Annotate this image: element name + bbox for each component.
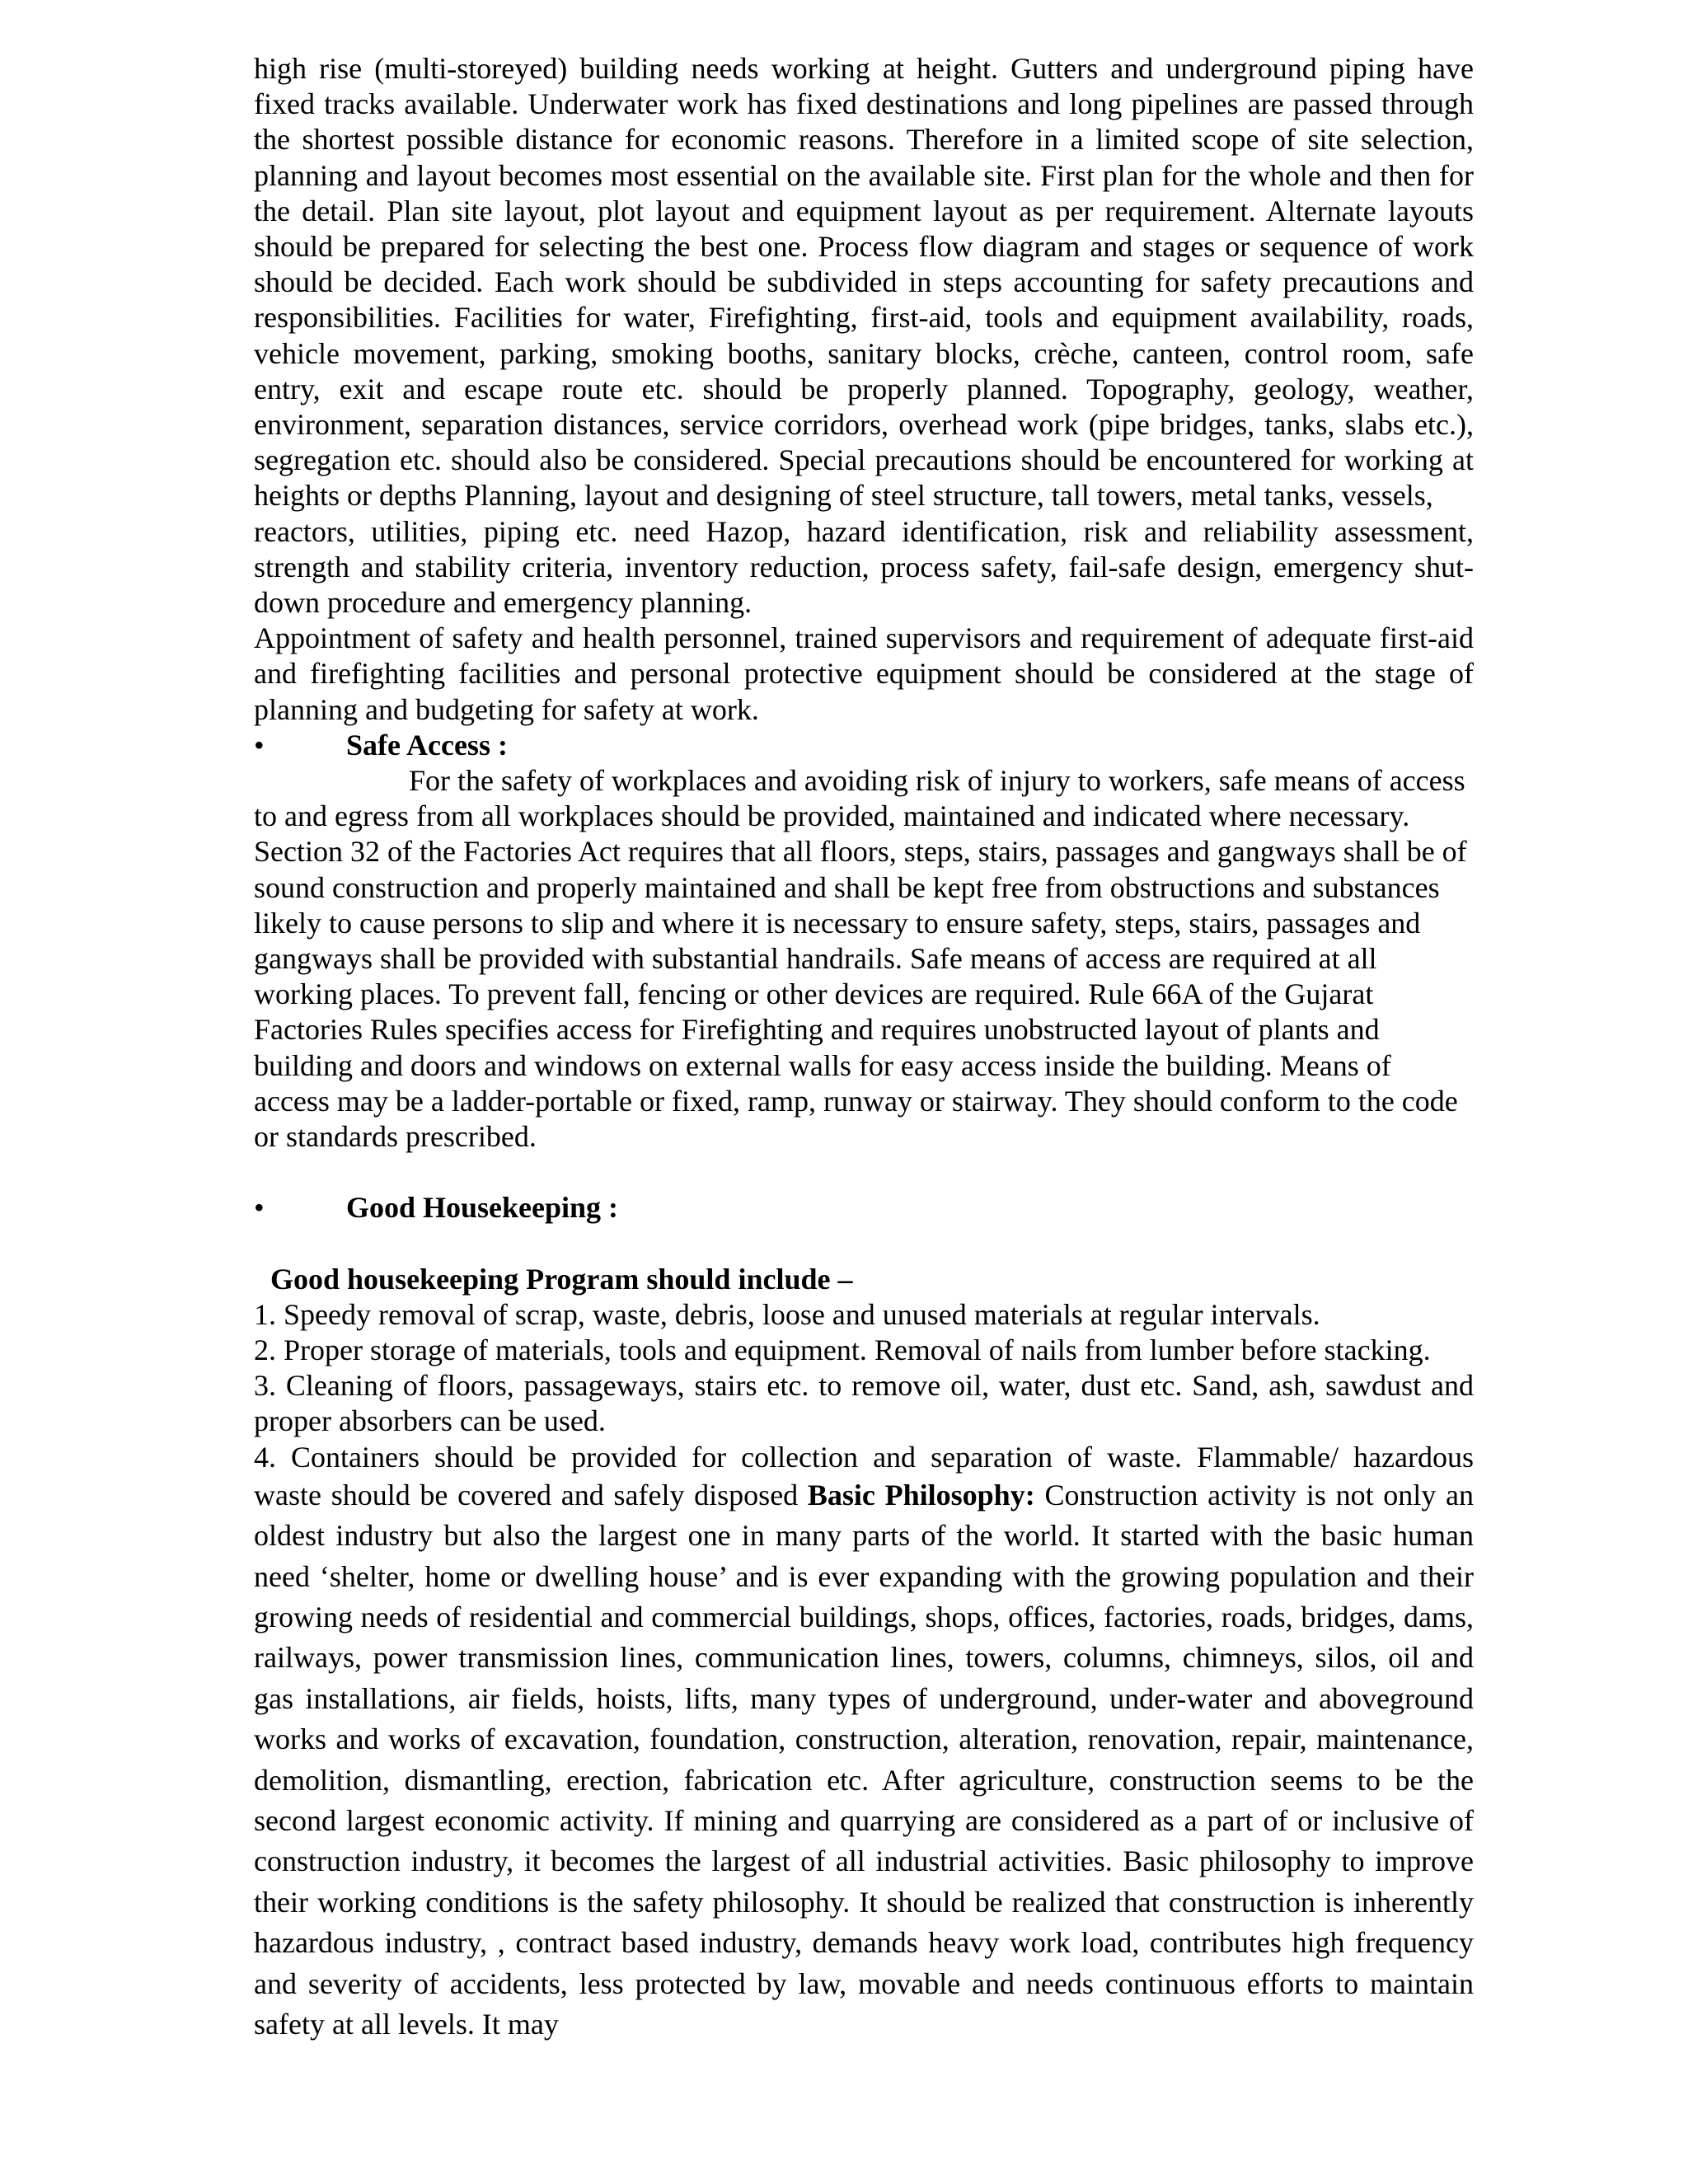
housekeeping-heading-row <box>254 1190 1474 1226</box>
intro-paragraph-1: high rise (multi-storeyed) building needs working at height. Gutters and underground piping have fixed tracks available. Underwater work has fixed destinations and long pipelines are passed through the shortest possible distance for economic reasons. Therefore in a limited scope of site selection, planning and layout becomes most essential on the available site. First plan for the whole and then for the detail. Plan site layout, plot layout and equipment layout as per requirement. Alternate layouts should be prepared for selecting the best one. Process flow diagram and stages or sequence of work should be decided. Each work should be subdivided in steps accounting for safety precautions and responsibilities. Facilities for water, Firefighting, first-aid, tools and equipment availability, roads, vehicle movement, parking, smoking booths, sanitary blocks, crèche, canteen, control room, safe entry, exit and escape route etc. should be properly planned. Topography, geology, weather, environment, separation distances, service corridors, overhead work (pipe bridges, tanks, slabs etc.), segregation etc. should also be considered. Special precautions should be encountered for working at heights or depths Planning, layout and designing of steel structure, tall towers, metal tanks, vessels, <box>254 52 1474 513</box>
bullet-icon: • <box>254 1191 265 1225</box>
housekeeping-heading: Good Housekeeping : <box>346 1191 619 1225</box>
intro-paragraph-2: reactors, utilities, piping etc. need Hazop, hazard identification, risk and reliability assessment, strength and stability criteria, inventory reduction, process safety, fail-safe design, emergency shut-down procedure and emergency planning. <box>254 514 1474 620</box>
safe-access-body: For the safety of workplaces and avoiding risk of injury to workers, safe means of access to and egress from all workplaces should be provided, maintained and indicated where necessary. Section 32 of the Factories Act requires that all floors, steps, stairs, passages and gangways shall be of sound construction and properly maintained and shall be kept free from obstructions and substances likely to cause persons to slip and where it is necessary to ensure safety, steps, stairs, passages and gangways shall be provided with substantial handrails. Safe means of access are required at all working places. To prevent fall, fencing or other devices are required. Rule 66A of the Gujarat Factories Rules specifies access for Firefighting and requires unobstructed layout of plants and building and doors and windows on external walls for easy access inside the building. Means of access may be a ladder-portable or fixed, ramp, runway or stairway. They should conform to the code or standards prescribed. <box>254 764 1467 1154</box>
basic-philosophy-label: Basic Philosophy: <box>807 1478 1035 1511</box>
spacer <box>254 1226 1474 1262</box>
program-heading: Good housekeeping Program should include – <box>270 1262 853 1296</box>
basic-philosophy-paragraph <box>254 1475 1474 2046</box>
list-item: 3. Cleaning of floors, passageways, stairs etc. to remove oil, water, dust etc. Sand, ash, sawdust and proper absorbers can be used. <box>254 1369 1474 1438</box>
safe-access-heading: Safe Access : <box>346 728 508 762</box>
basic-philosophy-text: Construction activity is not only an oldest industry but also the largest one in many parts of the world. It started with the basic human need ‘shelter, home or dwelling house’ and is ever expanding with the growing population and their growing needs of residential and commercial buildings, shops, offices, factories, roads, bridges, dams, railways, power transmission lines, communication lines, towers, columns, chimneys, silos, oil and gas installations, air fields, hoists, lifts, many types of underground, under-water and aboveground works and works of excavation, foundation, construction, alteration, renovation, repair, maintenance, demolition, dismantling, erection, fabrication etc. After agriculture, construction seems to be the second largest economic activity. If mining and quarrying are considered as a part of or inclusive of construction industry, it becomes the largest of all industrial activities. Basic philosophy to improve their working conditions is the safety philosophy. It should be realized that construction is inherently hazardous industry, , contract based industry, demands heavy work load, contributes high frequency and severity of accidents, less protected by law, movable and needs continuous efforts to maintain safety at all levels. It may <box>254 1478 1475 2041</box>
safe-access-heading-row <box>254 728 1474 763</box>
document-page <box>254 51 1474 2045</box>
list-item: 1. Speedy removal of scrap, waste, debris, loose and unused materials at regular intervals. <box>254 1297 1320 1331</box>
bullet-icon: • <box>254 728 265 762</box>
list-item: 4. Containers should be provided for collection and separation of waste. Flammable/ hazardous <box>254 1440 1474 1474</box>
item4-continuation: waste should be covered and safely disposed <box>254 1478 799 1511</box>
list-item: 2. Proper storage of materials, tools and equipment. Removal of nails from lumber before stacking. <box>254 1333 1431 1366</box>
spacer <box>254 1155 1474 1190</box>
intro-paragraph-3: Appointment of safety and health personnel, trained supervisors and requirement of adequate first-aid and firefighting facilities and personal protective equipment should be considered at the stage of planning and budgeting for safety at work. <box>254 621 1474 726</box>
